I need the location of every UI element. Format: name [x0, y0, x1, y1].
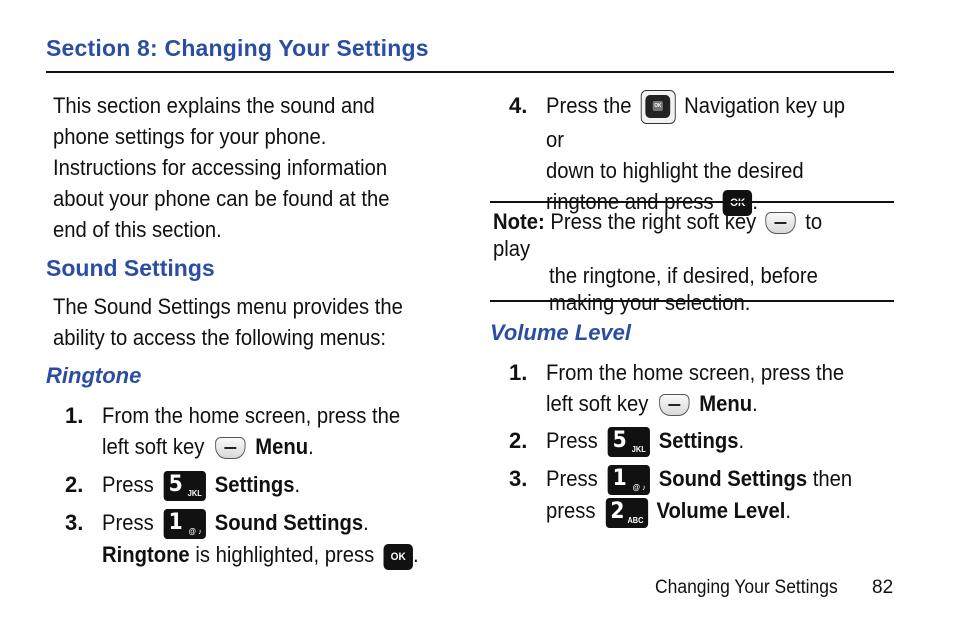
note-line-3: making your selection.: [549, 290, 751, 315]
step-text: Press: [102, 472, 154, 497]
step-text: is highlighted, press: [195, 542, 375, 568]
step-text: Navigation key up or: [546, 93, 846, 153]
key-letters: JKL: [631, 445, 646, 455]
top-rule: [46, 71, 894, 73]
punct: .: [752, 391, 758, 416]
key-digit: 5: [168, 472, 183, 498]
key-5-icon: [164, 471, 206, 501]
ringtone-step-2: [65, 469, 456, 501]
note-rule-bottom: [490, 300, 894, 302]
sound-settings-heading: Sound Settings: [46, 255, 215, 281]
key-letters: ABC: [627, 515, 644, 525]
step-text: Press: [546, 466, 598, 492]
step-text: Press: [102, 510, 154, 536]
step-line-2: [102, 431, 428, 462]
sound-line: The Sound Settings menu provides the: [53, 294, 403, 319]
ringtone-label: Ringtone: [102, 542, 190, 568]
sound-line: ability to access the following menus:: [53, 325, 387, 350]
step-line-2: [546, 495, 866, 527]
note-rule-top: [490, 201, 894, 203]
step-line: [546, 90, 866, 155]
intro-line: phone settings for your phone.: [53, 124, 327, 149]
key-digit: 1: [168, 510, 183, 536]
step-line-2: [546, 388, 866, 419]
sound-settings-paragraph: [53, 291, 424, 353]
note-line-1: [493, 208, 861, 262]
sound-settings-label: Sound Settings: [214, 510, 364, 536]
ok-key-icon: OK: [723, 190, 752, 216]
footer-chapter: Changing Your Settings: [655, 577, 838, 598]
step-line: [102, 469, 428, 501]
note-line-2: the ringtone, if desired, before: [549, 263, 818, 288]
step-text: Press: [546, 428, 598, 453]
punct: .: [785, 498, 792, 524]
left-column: [46, 90, 456, 570]
key-2-icon: [606, 498, 648, 528]
menu-label: Menu: [699, 391, 753, 416]
step-line: [546, 425, 866, 457]
key-letters: @ ♪: [188, 527, 202, 537]
key-1-icon: [164, 509, 206, 539]
step-number: 3.: [509, 466, 528, 492]
sound-settings-label: Sound Settings: [658, 466, 808, 492]
step-text: left soft key: [546, 391, 649, 416]
key-letters: JKL: [187, 489, 202, 499]
punct: .: [363, 510, 369, 536]
step-line: [102, 507, 428, 539]
page-number: 82: [872, 577, 894, 598]
ringtone-step-3: [65, 507, 456, 570]
key-digit: 1: [612, 466, 627, 492]
key-digit: 5: [612, 428, 627, 454]
volume-level-label: Volume Level: [656, 498, 786, 524]
key-5-icon: [608, 427, 650, 457]
menu-label: Menu: [255, 434, 309, 459]
punct: .: [752, 189, 759, 215]
ringtone-heading: Ringtone: [46, 363, 142, 388]
step-line: From the home screen, press the: [546, 360, 845, 385]
nav-ok: OK: [654, 103, 662, 110]
right-column: [490, 90, 894, 217]
volume-step-2: [509, 425, 894, 457]
step-number: 2.: [509, 428, 528, 453]
punct: .: [412, 542, 419, 568]
key-letters: @ ♪: [632, 483, 646, 493]
intro-paragraph: [53, 90, 424, 245]
note-text: to play: [493, 209, 823, 261]
settings-label: Settings: [214, 472, 295, 497]
right-soft-key-icon: [766, 212, 796, 234]
step-number: 3.: [65, 510, 84, 536]
step-text: left soft key: [102, 434, 205, 459]
step-number: 1.: [509, 360, 528, 385]
step-text: then: [812, 466, 853, 492]
navigation-key-icon: [641, 90, 676, 124]
key-1-icon: [608, 465, 650, 495]
step-number: 2.: [65, 472, 84, 497]
settings-label: Settings: [658, 428, 739, 453]
left-soft-key-icon: [216, 437, 246, 459]
step-line: [546, 463, 866, 495]
note-text: Press the right soft key: [550, 209, 757, 234]
step-line: From the home screen, press the: [102, 403, 401, 428]
punct: .: [308, 434, 314, 459]
intro-line: Instructions for accessing information: [53, 155, 388, 180]
step-number: 1.: [65, 403, 84, 428]
step-text: ringtone and press: [546, 189, 714, 215]
intro-line: end of this section.: [53, 217, 222, 242]
left-soft-key-icon: [660, 394, 690, 416]
volume-step-3: [509, 463, 894, 527]
step-text: Press the: [546, 93, 632, 118]
volume-step-1: [509, 357, 894, 419]
step-line-2: down to highlight the desired: [546, 158, 804, 184]
ok-key-icon: OK: [384, 544, 413, 570]
volume-heading: Volume Level: [490, 320, 632, 345]
intro-line: This section explains the sound and: [53, 93, 375, 118]
step-line-2: [102, 539, 428, 570]
note-label: Note:: [493, 209, 545, 234]
key-digit: 2: [610, 498, 625, 524]
punct: .: [738, 428, 745, 453]
volume-section: [490, 320, 894, 528]
ringtone-step-1: [65, 400, 456, 462]
ringtone-step-4: [509, 90, 894, 217]
intro-line: about your phone can be found at the: [53, 186, 390, 211]
step-number: 4.: [509, 93, 528, 118]
punct: .: [294, 472, 301, 497]
step-text: press: [546, 498, 596, 524]
section-title: Section 8: Changing Your Settings: [46, 35, 429, 61]
